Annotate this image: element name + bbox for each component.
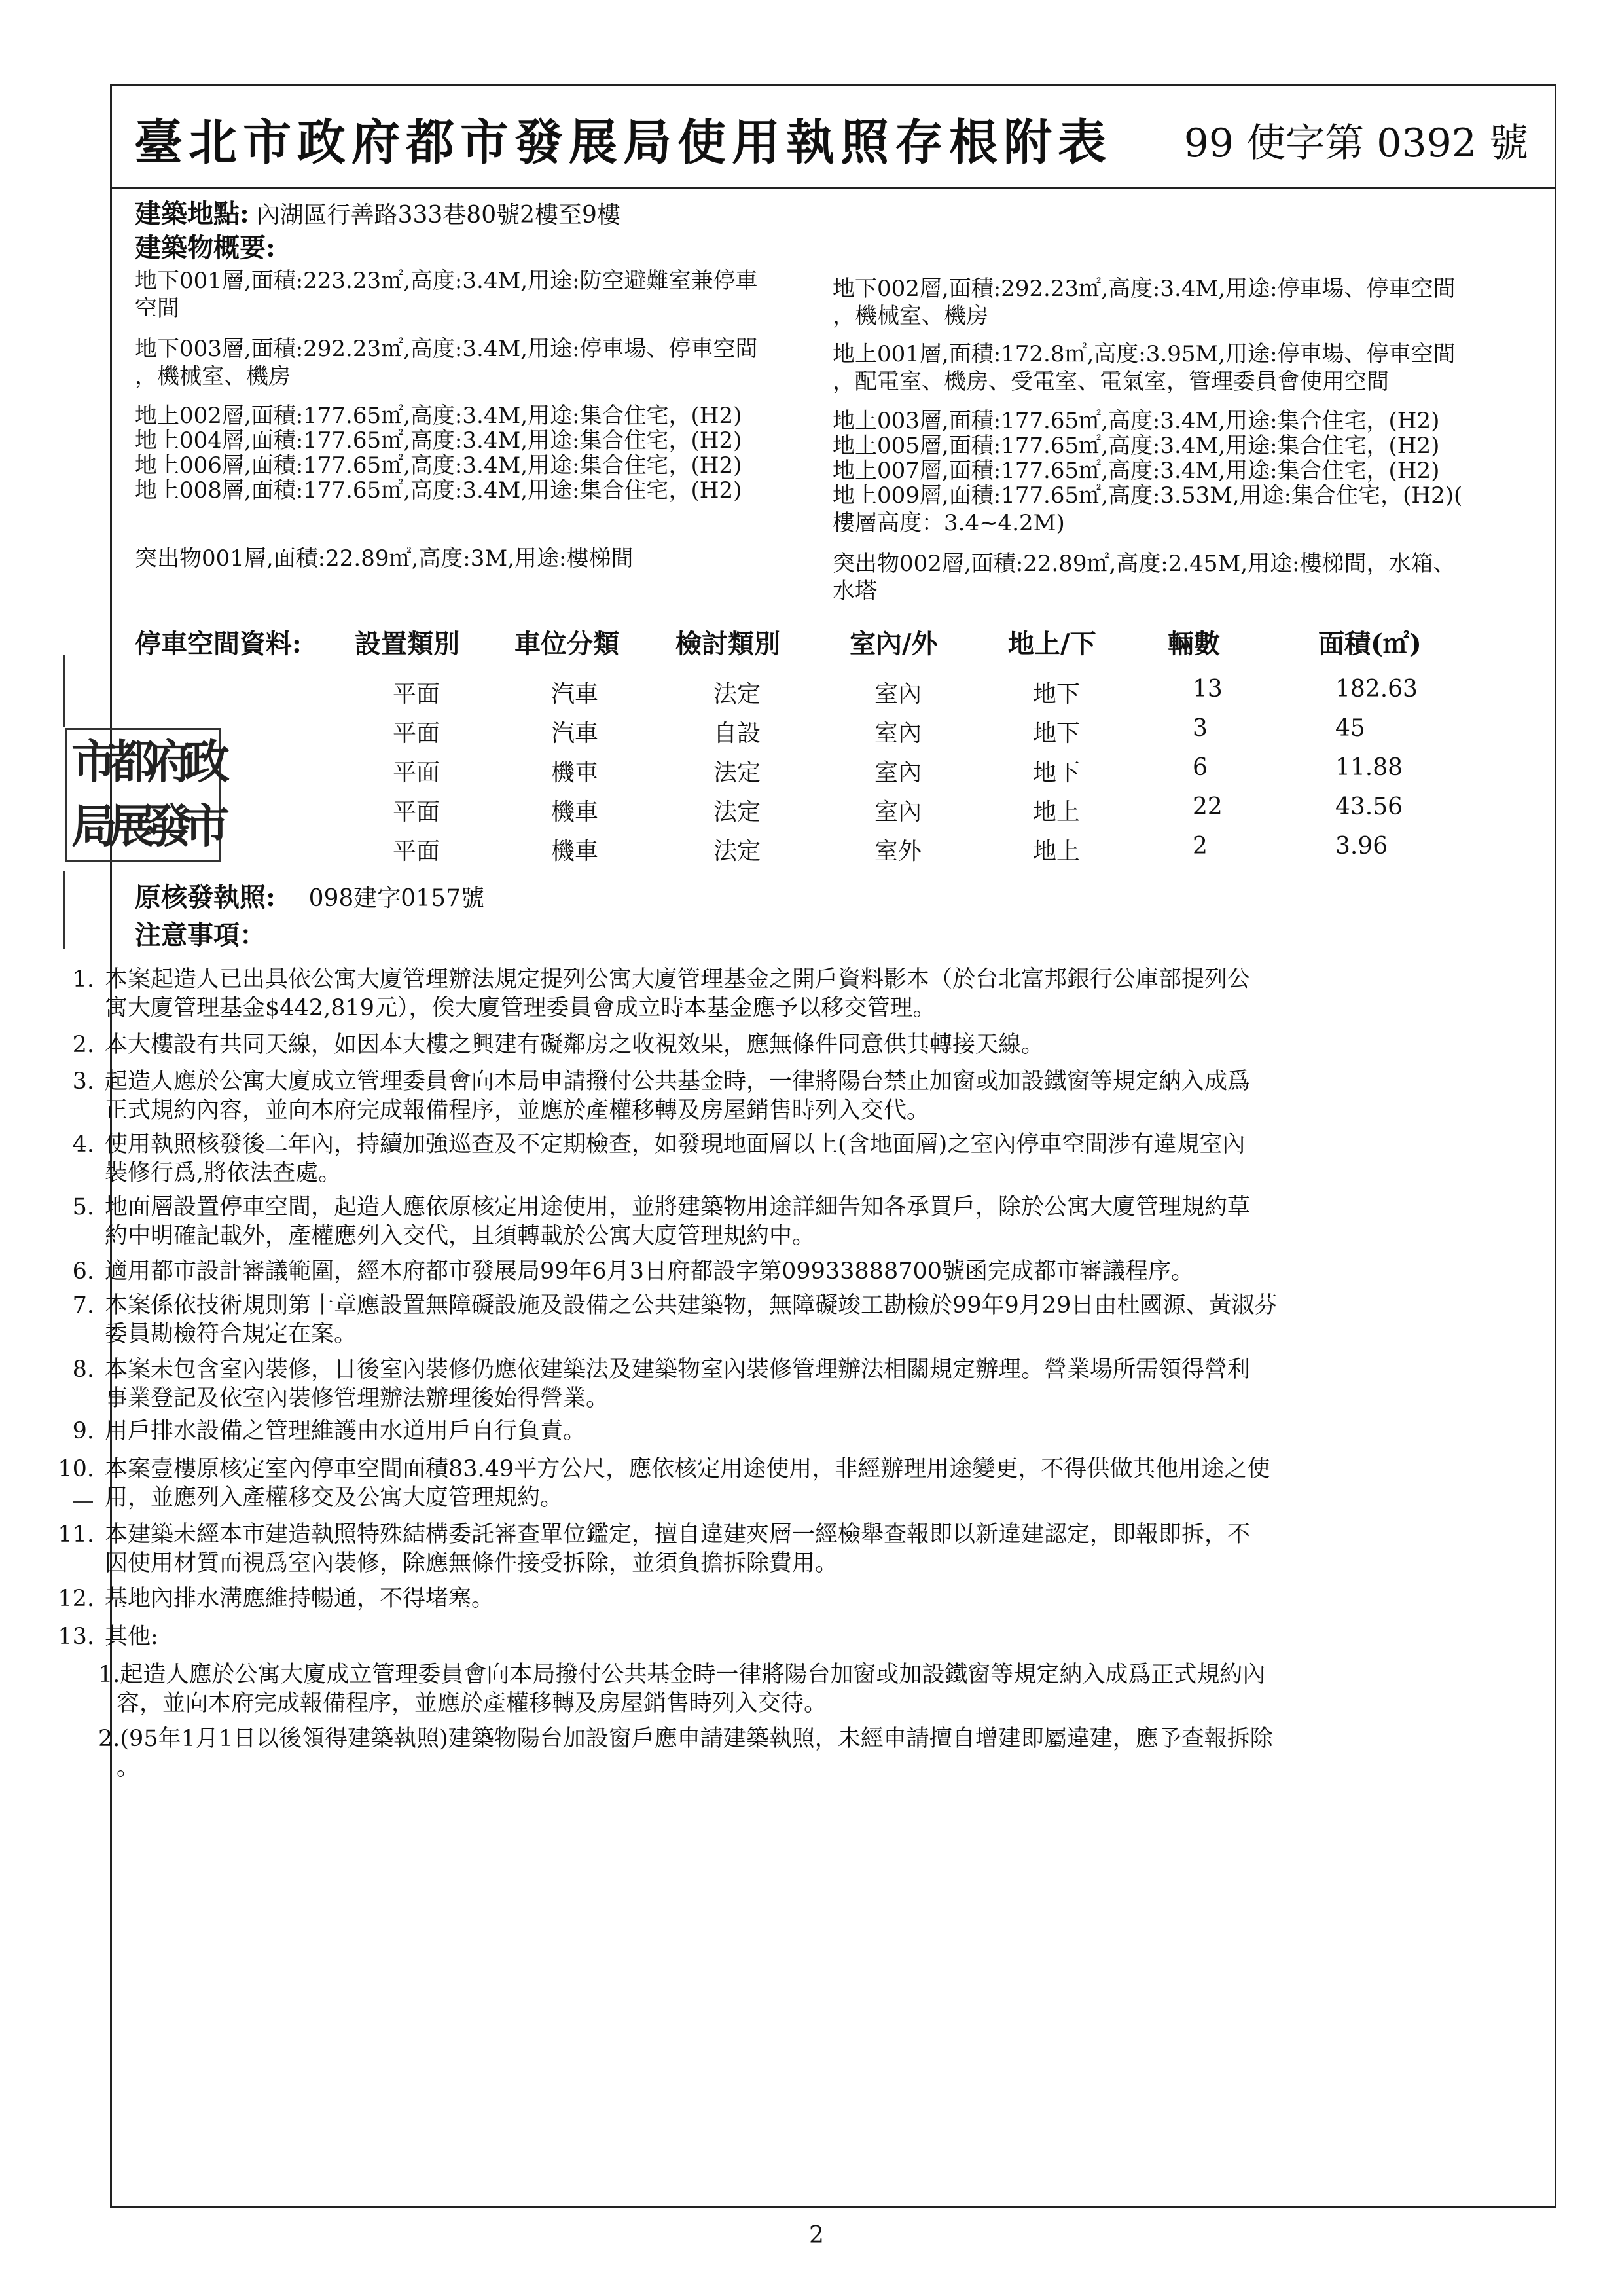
overview-right-5-line1: 地上009層,面積:177.65㎡,高度:3.53M,用途:集合住宅，(H2)( bbox=[833, 483, 1463, 509]
site-value: 內湖區行善路333巷80號2樓至9樓 bbox=[256, 202, 620, 228]
document-title: 臺北市政府都市發展局使用執照存根附表 bbox=[134, 115, 1112, 171]
sub-line: 容，並向本府完成報備程序，並應於產權移轉及房屋銷售時列入交待。 bbox=[117, 1690, 827, 1717]
overview-left-4: 地上006層,面積:177.65㎡,高度:3.4M,用途:集合住宅，(H2) bbox=[135, 452, 742, 479]
parking-cell: 法定 bbox=[713, 759, 761, 786]
overview-left-0-line1: 地下001層,面積:223.23㎡,高度:3.4M,用途:防空避難室兼停車 bbox=[135, 268, 758, 294]
parking-cell: 45 bbox=[1335, 715, 1365, 742]
parking-cell: 室內 bbox=[874, 720, 922, 747]
note-number: 12. bbox=[58, 1586, 94, 1612]
note-number: 2. bbox=[72, 1032, 94, 1058]
seal-char: 市 bbox=[71, 735, 117, 789]
overview-left-1-line1: 地下003層,面積:292.23㎡,高度:3.4M,用途:停車場、停車空間 bbox=[135, 336, 758, 362]
note-item-13 bbox=[52, 1622, 1401, 1651]
note-number: 8. bbox=[72, 1357, 94, 1383]
parking-cell: 平面 bbox=[393, 681, 440, 708]
parking-cell: 汽車 bbox=[551, 720, 599, 747]
overview-right-0-line1: 地下002層,面積:292.23㎡,高度:3.4M,用途:停車場、停車空間 bbox=[833, 276, 1456, 302]
note-item-8 bbox=[52, 1355, 1401, 1413]
site-row bbox=[135, 200, 620, 229]
parking-header-5: 輛數 bbox=[1168, 629, 1220, 659]
parking-cell: 地上 bbox=[1033, 838, 1081, 865]
note-line: 地面層設置停車空間，起造人應依原核定用途使用，並將建築物用途詳細告知各承買戶，除於公寓大廈管理規約草 bbox=[105, 1194, 1251, 1220]
note-line: 本案壹樓原核定室內停車空間面積83.49平方公尺，應依核定用途使用，非經辦理用途變更，不得供做其他用途之使 bbox=[105, 1456, 1270, 1482]
seal-char: 政 bbox=[184, 735, 230, 789]
note-line: 約中明確記載外，產權應列入交代，且須轉載於公寓大廈管理規約中。 bbox=[105, 1223, 816, 1249]
note-number: 13. bbox=[58, 1624, 94, 1650]
parking-cell: 13 bbox=[1193, 676, 1223, 702]
note-line: 裝修行爲,將依法查處。 bbox=[105, 1160, 342, 1186]
parking-cell: 平面 bbox=[393, 720, 440, 747]
seal-char: 展 bbox=[109, 799, 155, 853]
parking-cell: 22 bbox=[1193, 793, 1223, 820]
note-line: 其他: bbox=[105, 1624, 158, 1650]
note-item-2 bbox=[52, 1030, 1401, 1059]
permit-number: 99 使字第 0392 號 bbox=[1183, 120, 1528, 166]
title-row bbox=[112, 86, 1555, 189]
parking-cell: 法定 bbox=[713, 799, 761, 826]
parking-cell: 2 bbox=[1193, 833, 1208, 860]
note-line: 因使用材質而視爲室內裝修，除應無條件接受拆除，並須負擔拆除費用。 bbox=[105, 1550, 838, 1576]
overview-right-0-line2: ，機械室、機房 bbox=[833, 303, 988, 329]
official-seal bbox=[65, 728, 230, 862]
site-label: 建築地點: bbox=[135, 198, 249, 229]
note-item-5 bbox=[52, 1193, 1401, 1250]
note-item-1 bbox=[52, 965, 1401, 1023]
parking-cell: 汽車 bbox=[551, 681, 599, 708]
note-13-sub-2 bbox=[98, 1724, 1407, 1782]
note-line: 事業登記及依室內裝修管理辦法辦理後始得營業。 bbox=[105, 1385, 609, 1412]
overview-right-2: 地上003層,面積:177.65㎡,高度:3.4M,用途:集合住宅，(H2) bbox=[833, 408, 1440, 434]
note-line: 正式規約內容，並向本府完成報備程序，並應於產權移轉及房屋銷售時列入交代。 bbox=[105, 1097, 930, 1123]
note-item-12 bbox=[52, 1584, 1401, 1613]
parking-cell: 地上 bbox=[1033, 799, 1081, 826]
parking-cell: 3.96 bbox=[1335, 833, 1388, 860]
note-number: 4. bbox=[72, 1131, 94, 1157]
note-number: 1. bbox=[72, 966, 94, 993]
parking-cell: 平面 bbox=[393, 838, 440, 865]
overview-right-1-line2: ，配電室、機房、受電室、電氣室，管理委員會使用空間 bbox=[833, 369, 1389, 395]
parking-cell: 室外 bbox=[874, 838, 922, 865]
parking-cell: 182.63 bbox=[1335, 676, 1418, 702]
scan-mark bbox=[63, 655, 65, 727]
note-13-sub-1 bbox=[98, 1660, 1407, 1718]
note-line: 適用都市設計審議範圍，經本府都市發展局99年6月3日府都設字第09933888700號函完成都市審議程序。 bbox=[105, 1258, 1195, 1285]
seal-char: 市 bbox=[184, 799, 230, 853]
scan-mark bbox=[63, 871, 65, 949]
overview-label: 建築物概要: bbox=[135, 232, 276, 263]
overview-left-0-line2: 空間 bbox=[135, 295, 179, 321]
overview-right-5-line2: 樓層高度：3.4~4.2M) bbox=[833, 510, 1065, 536]
note-item-9 bbox=[52, 1417, 1401, 1446]
parking-cell: 自設 bbox=[713, 720, 761, 747]
note-number: 11. bbox=[58, 1522, 94, 1548]
overview-left-3: 地上004層,面積:177.65㎡,高度:3.4M,用途:集合住宅，(H2) bbox=[135, 428, 742, 454]
overview-right-6-line1: 突出物002層,面積:22.89㎡,高度:2.45M,用途:樓梯間，水箱、 bbox=[833, 551, 1456, 577]
note-line: 基地內排水溝應維持暢通，不得堵塞。 bbox=[105, 1586, 495, 1612]
parking-cell: 室內 bbox=[874, 681, 922, 708]
parking-cell: 地下 bbox=[1033, 720, 1081, 747]
note-line: 本大樓設有共同天線，如因本大樓之興建有礙鄰房之收視效果，應無條件同意供其轉接天線。 bbox=[105, 1032, 1045, 1058]
overview-right-3: 地上005層,面積:177.65㎡,高度:3.4M,用途:集合住宅，(H2) bbox=[833, 433, 1440, 459]
note-item-7 bbox=[52, 1291, 1401, 1349]
parking-cell: 地下 bbox=[1033, 681, 1081, 708]
note-item-6 bbox=[52, 1257, 1401, 1286]
note-line: 委員勘檢符合規定在案。 bbox=[105, 1321, 357, 1347]
note-line: 本建築未經本市建造執照特殊結構委託審查單位鑑定，擅自違建夾層一經檢舉查報即以新違建認定，即報即拆，不 bbox=[105, 1522, 1251, 1548]
overview-right-6-line2: 水塔 bbox=[833, 578, 877, 604]
note-number: 9. bbox=[72, 1418, 94, 1444]
notes-label: 注意事項： bbox=[135, 920, 266, 951]
parking-cell: 機車 bbox=[551, 759, 599, 786]
parking-label: 停車空間資料: bbox=[135, 629, 302, 659]
note-number: 6. bbox=[72, 1258, 94, 1285]
seal-char: 都 bbox=[109, 735, 155, 789]
sub-line: 。 bbox=[117, 1755, 140, 1781]
parking-header-6: 面積(㎡) bbox=[1318, 629, 1422, 659]
parking-header-4: 地上/下 bbox=[1008, 629, 1096, 659]
note-number: 7. bbox=[72, 1292, 94, 1319]
parking-header-0: 設置類別 bbox=[355, 629, 459, 659]
parking-cell: 機車 bbox=[551, 799, 599, 826]
overview-left-6: 突出物001層,面積:22.89㎡,高度:3M,用途:樓梯間 bbox=[135, 545, 634, 572]
parking-cell: 平面 bbox=[393, 759, 440, 786]
note-number: 5. bbox=[72, 1194, 94, 1220]
note-line: 寓大廈管理基金$442,819元），俟大廈管理委員會成立時本基金應予以移交管理。 bbox=[105, 995, 936, 1021]
sub-line: 1.起造人應於公寓大廈成立管理委員會向本局撥付公共基金時一律將陽台加窗或加設鐵窗等規定納入成爲正式規約內 bbox=[98, 1662, 1266, 1688]
note-line: 用，並應列入產權移交及公寓大廈管理規約。 bbox=[105, 1485, 564, 1511]
parking-cell: 43.56 bbox=[1335, 793, 1403, 820]
note-line: 本案係依技術規則第十章應設置無障礙設施及設備之公共建築物，無障礙竣工勘檢於99年9月29日由杜國源、黃淑芬 bbox=[105, 1292, 1278, 1319]
original-permit-value: 098建字0157號 bbox=[308, 885, 484, 912]
parking-cell: 平面 bbox=[393, 799, 440, 826]
parking-header-3: 室內/外 bbox=[850, 629, 938, 659]
note-item-10 bbox=[52, 1455, 1401, 1512]
note-item-3 bbox=[52, 1067, 1401, 1125]
parking-cell: 11.88 bbox=[1335, 754, 1403, 781]
note-line: 用戶排水設備之管理維護由水道用戶自行負責。 bbox=[105, 1418, 586, 1444]
note-item-4 bbox=[52, 1130, 1401, 1188]
parking-cell: 室內 bbox=[874, 799, 922, 826]
original-permit-label: 原核發執照: bbox=[135, 882, 276, 913]
note-line: 使用執照核發後二年內，持續加強巡查及不定期檢查，如發現地面層以上(含地面層)之室內停車空間涉有違規室內 bbox=[105, 1131, 1246, 1157]
parking-cell: 法定 bbox=[713, 838, 761, 865]
seal-char: 局 bbox=[71, 799, 117, 853]
parking-header-1: 車位分類 bbox=[514, 629, 619, 659]
note-item-11 bbox=[52, 1520, 1401, 1578]
page-number: 2 bbox=[809, 2222, 824, 2249]
original-permit-row bbox=[135, 884, 484, 913]
overview-left-5: 地上008層,面積:177.65㎡,高度:3.4M,用途:集合住宅，(H2) bbox=[135, 477, 742, 503]
parking-cell: 地下 bbox=[1033, 759, 1081, 786]
overview-right-1-line1: 地上001層,面積:172.8㎡,高度:3.95M,用途:停車場、停車空間 bbox=[833, 341, 1456, 367]
parking-header-2: 檢討類別 bbox=[675, 629, 780, 659]
parking-cell: 6 bbox=[1193, 754, 1208, 781]
note-line: 本案未包含室內裝修，日後室內裝修仍應依建築法及建築物室內裝修管理辦法相關規定辦理。營業場所需領得營利 bbox=[105, 1357, 1251, 1383]
parking-cell: 機車 bbox=[551, 838, 599, 865]
parking-cell: 室內 bbox=[874, 759, 922, 786]
scan-mark bbox=[73, 1501, 93, 1503]
note-line: 本案起造人已出具依公寓大廈管理辦法規定提列公寓大廈管理基金之開戶資料影本（於台北富邦銀行公庫部提列公 bbox=[105, 966, 1251, 993]
parking-cell: 法定 bbox=[713, 681, 761, 708]
overview-right-4: 地上007層,面積:177.65㎡,高度:3.4M,用途:集合住宅，(H2) bbox=[833, 458, 1440, 484]
seal-char: 府 bbox=[147, 735, 193, 789]
note-number: 3. bbox=[72, 1068, 94, 1095]
sub-line: 2.(95年1月1日以後領得建築執照)建築物陽台加設窗戶應申請建築執照，未經申請擅自增建即屬違建，應予查報拆除 bbox=[98, 1726, 1273, 1752]
note-number: 10. bbox=[58, 1456, 94, 1482]
seal-char: 發 bbox=[147, 799, 193, 853]
overview-left-1-line2: ，機械室、機房 bbox=[135, 363, 291, 390]
overview-left-2: 地上002層,面積:177.65㎡,高度:3.4M,用途:集合住宅，(H2) bbox=[135, 403, 742, 429]
note-line: 起造人應於公寓大廈成立管理委員會向本局申請撥付公共基金時，一律將陽台禁止加窗或加設鐵窗等規定納入成爲 bbox=[105, 1068, 1251, 1095]
parking-cell: 3 bbox=[1193, 715, 1208, 742]
